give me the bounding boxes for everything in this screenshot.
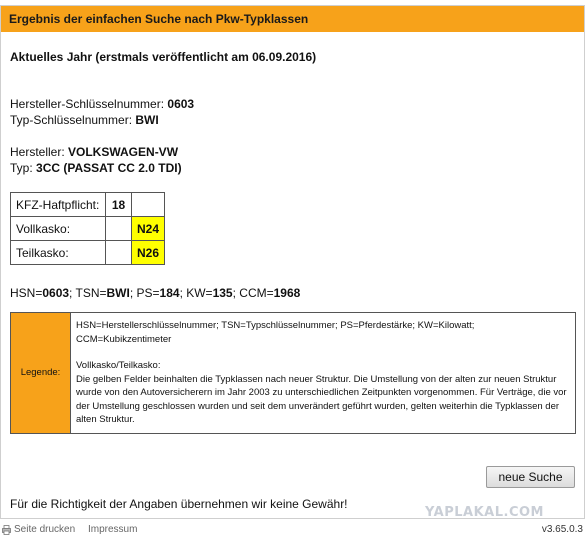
legend-abbrev-line2: CCM=Kubikzentimeter: [76, 333, 172, 345]
class-new-value: N24: [132, 217, 165, 241]
version-label: v3.65.0.3: [541, 524, 583, 535]
tsn-value: BWI: [135, 113, 159, 127]
legend-label: Legende:: [11, 313, 71, 434]
summary-hsn-label: HSN=: [10, 286, 43, 300]
hsn-line: [10, 97, 194, 111]
result-panel: [0, 5, 585, 519]
type-class-table: [10, 192, 165, 265]
summary-ccm-label: ; CCM=: [232, 286, 274, 300]
type-line: [10, 161, 182, 175]
summary-ccm: 1968: [273, 286, 301, 300]
hsn-value: 0603: [167, 97, 195, 111]
class-label: KFZ-Haftpflicht:: [11, 193, 106, 217]
impressum-link[interactable]: Impressum: [88, 524, 138, 535]
class-label: Vollkasko:: [11, 217, 106, 241]
legend-text: [71, 313, 576, 434]
table-row: [11, 217, 165, 241]
summary-hsn: 0603: [42, 286, 70, 300]
hsn-label: Hersteller-Schlüsselnummer:: [10, 97, 168, 111]
legend-abbrev-line1: HSN=Herstellerschlüsselnummer; TSN=Typschlüsselnummer; PS=Pferdestärke; KW=Kilowatt;: [76, 320, 475, 331]
print-page-link[interactable]: Seite drucken: [14, 524, 76, 535]
class-old-value: [106, 241, 132, 265]
manufacturer-value: VOLKSWAGEN-VW: [68, 145, 179, 159]
table-row: [11, 241, 165, 265]
vehicle-summary: [10, 286, 300, 300]
manufacturer-label: Hersteller:: [10, 145, 69, 159]
summary-kw: 135: [212, 286, 233, 300]
new-search-button[interactable]: neue Suche: [486, 466, 575, 488]
class-label: Teilkasko:: [11, 241, 106, 265]
legend-table: [10, 312, 576, 434]
disclaimer: Für die Richtigkeit der Angaben übernehmen wir keine Gewähr!: [10, 497, 348, 511]
legend-description: Die gelben Felder beinhalten die Typklassen nach neuer Struktur. Die Umstellung von der alten zur neuen Struktur wurde von den Autoversicherern im Jahr 2003 zu unterschiedlichen Zeitpunkten vorgenommen. Für Verträge, die vor der Umstellung geschlossen wurden und seit dem unverändert geführt wurden, gelten weiterhin die Typklassen der alten Struktur.: [76, 373, 567, 425]
summary-tsn-label: ; TSN=: [69, 286, 107, 300]
watermark: YAPLAKAL.COM: [425, 505, 544, 520]
tsn-label: Typ-Schlüsselnummer:: [10, 113, 136, 127]
summary-ps-label: ; PS=: [129, 286, 160, 300]
table-row: [11, 193, 165, 217]
tsn-line: [10, 113, 159, 127]
class-new-value: [132, 193, 165, 217]
footer: [0, 524, 587, 538]
summary-kw-label: ; KW=: [179, 286, 213, 300]
panel-title: Ergebnis der einfachen Suche nach Pkw-Typklassen: [1, 6, 584, 32]
type-value: 3CC (PASSAT CC 2.0 TDI): [36, 161, 182, 175]
summary-ps: 184: [159, 286, 180, 300]
type-label: Typ:: [10, 161, 37, 175]
class-old-value: [106, 217, 132, 241]
year-heading: Aktuelles Jahr (erstmals veröffentlicht am 06.09.2016): [10, 50, 317, 64]
class-new-value: N26: [132, 241, 165, 265]
manufacturer-line: [10, 145, 178, 159]
printer-icon[interactable]: [2, 525, 11, 535]
legend-section-title: Vollkasko/Teilkasko:: [76, 360, 161, 371]
class-old-value: 18: [106, 193, 132, 217]
summary-tsn: BWI: [106, 286, 130, 300]
